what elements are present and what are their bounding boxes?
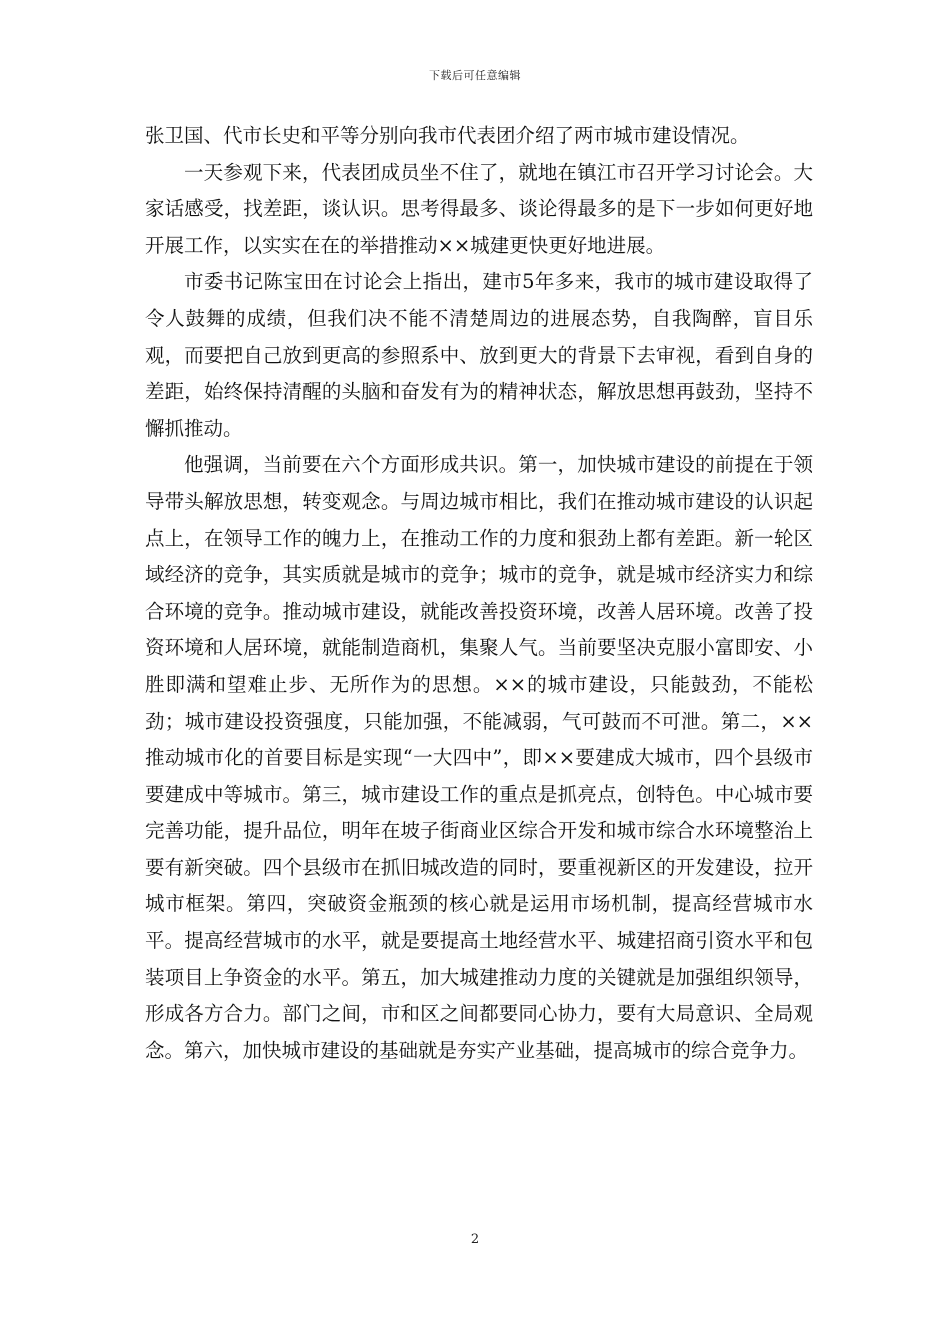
paragraph-2: 一天参观下来，代表团成员坐不住了，就地在镇江市召开学习讨论会。大家话感受，找差距，谈认识。思考得最多、谈论得最多的是下一步如何更好地开展工作，以实实在在的举措推动××城建更快更好地进展。 xyxy=(145,160,813,257)
page-number: 2 xyxy=(470,1232,480,1247)
paragraph-4: 他强调，当前要在六个方面形成共识。第一，加快城市建设的前提在于领导带头解放思想，转变观念。与周边城市相比，我们在推动城市建设的认识起点上，在领导工作的魄力上，在推动工作的力度和狠劲上都有差距。新一轮区域经济的竞争，其实质就是城市的竞争；城市的竞争，就是城市经济实力和综合环境的竞争。推动城市建设，就能改善投资环境，改善人居环境。改善了投资环境和人居环境，就能制造商机，集聚人气。当前要坚决克服小富即安、小胜即满和望难止步、无所作为的思想。××的城市建设，只能鼓劲，不能松劲；城市建设投资强度，只能加强，不能减弱，气可鼓而不可泄。第二，××推动城市化的首要目标是实现“一大四中”，即××要建成大城市，四个县级市要建成中等城市。第三，城市建设工作的重点是抓亮点，创特色。中心城市要完善功能，提升品位，明年在坡子街商业区综合开发和城市综合水环境整治上要有新突破。四个县级市在抓旧城改造的同时，要重视新区的开发建设，拉开城市框架。第四，突破资金瓶颈的核心就是运用市场机制，提高经营城市水平。提高经营城市的水平，就是要提高土地经营水平、城建招商引资水平和包装项目上争资金的水平。第五，加大城建推动力度的关键就是加强组织领导，形成各方合力。部门之间，市和区之间都要同心协力，要有大局意识、全局观念。第六，加快城市建设的基础就是夯实产业基础，提高城市的综合竞争力。 xyxy=(145,453,813,1062)
page-header: 下载后可任意编辑 xyxy=(429,69,521,82)
paragraph-3: 市委书记陈宝田在讨论会上指出，建市5年多来，我市的城市建设取得了令人鼓舞的成绩，但我们决不能不清楚周边的进展态势，自我陶醉，盲目乐观，而要把自己放到更高的参照系中、放到更大的背景下去审视，看到自身的差距，始终保持清醒的头脑和奋发有为的精神状态，解放思想再鼓劲，坚持不懈抓推动。 xyxy=(145,270,813,440)
paragraph-1: 张卫国、代市长史和平等分别向我市代表团介绍了两市城市建设情况。 xyxy=(145,124,750,147)
document-body xyxy=(145,118,813,1069)
